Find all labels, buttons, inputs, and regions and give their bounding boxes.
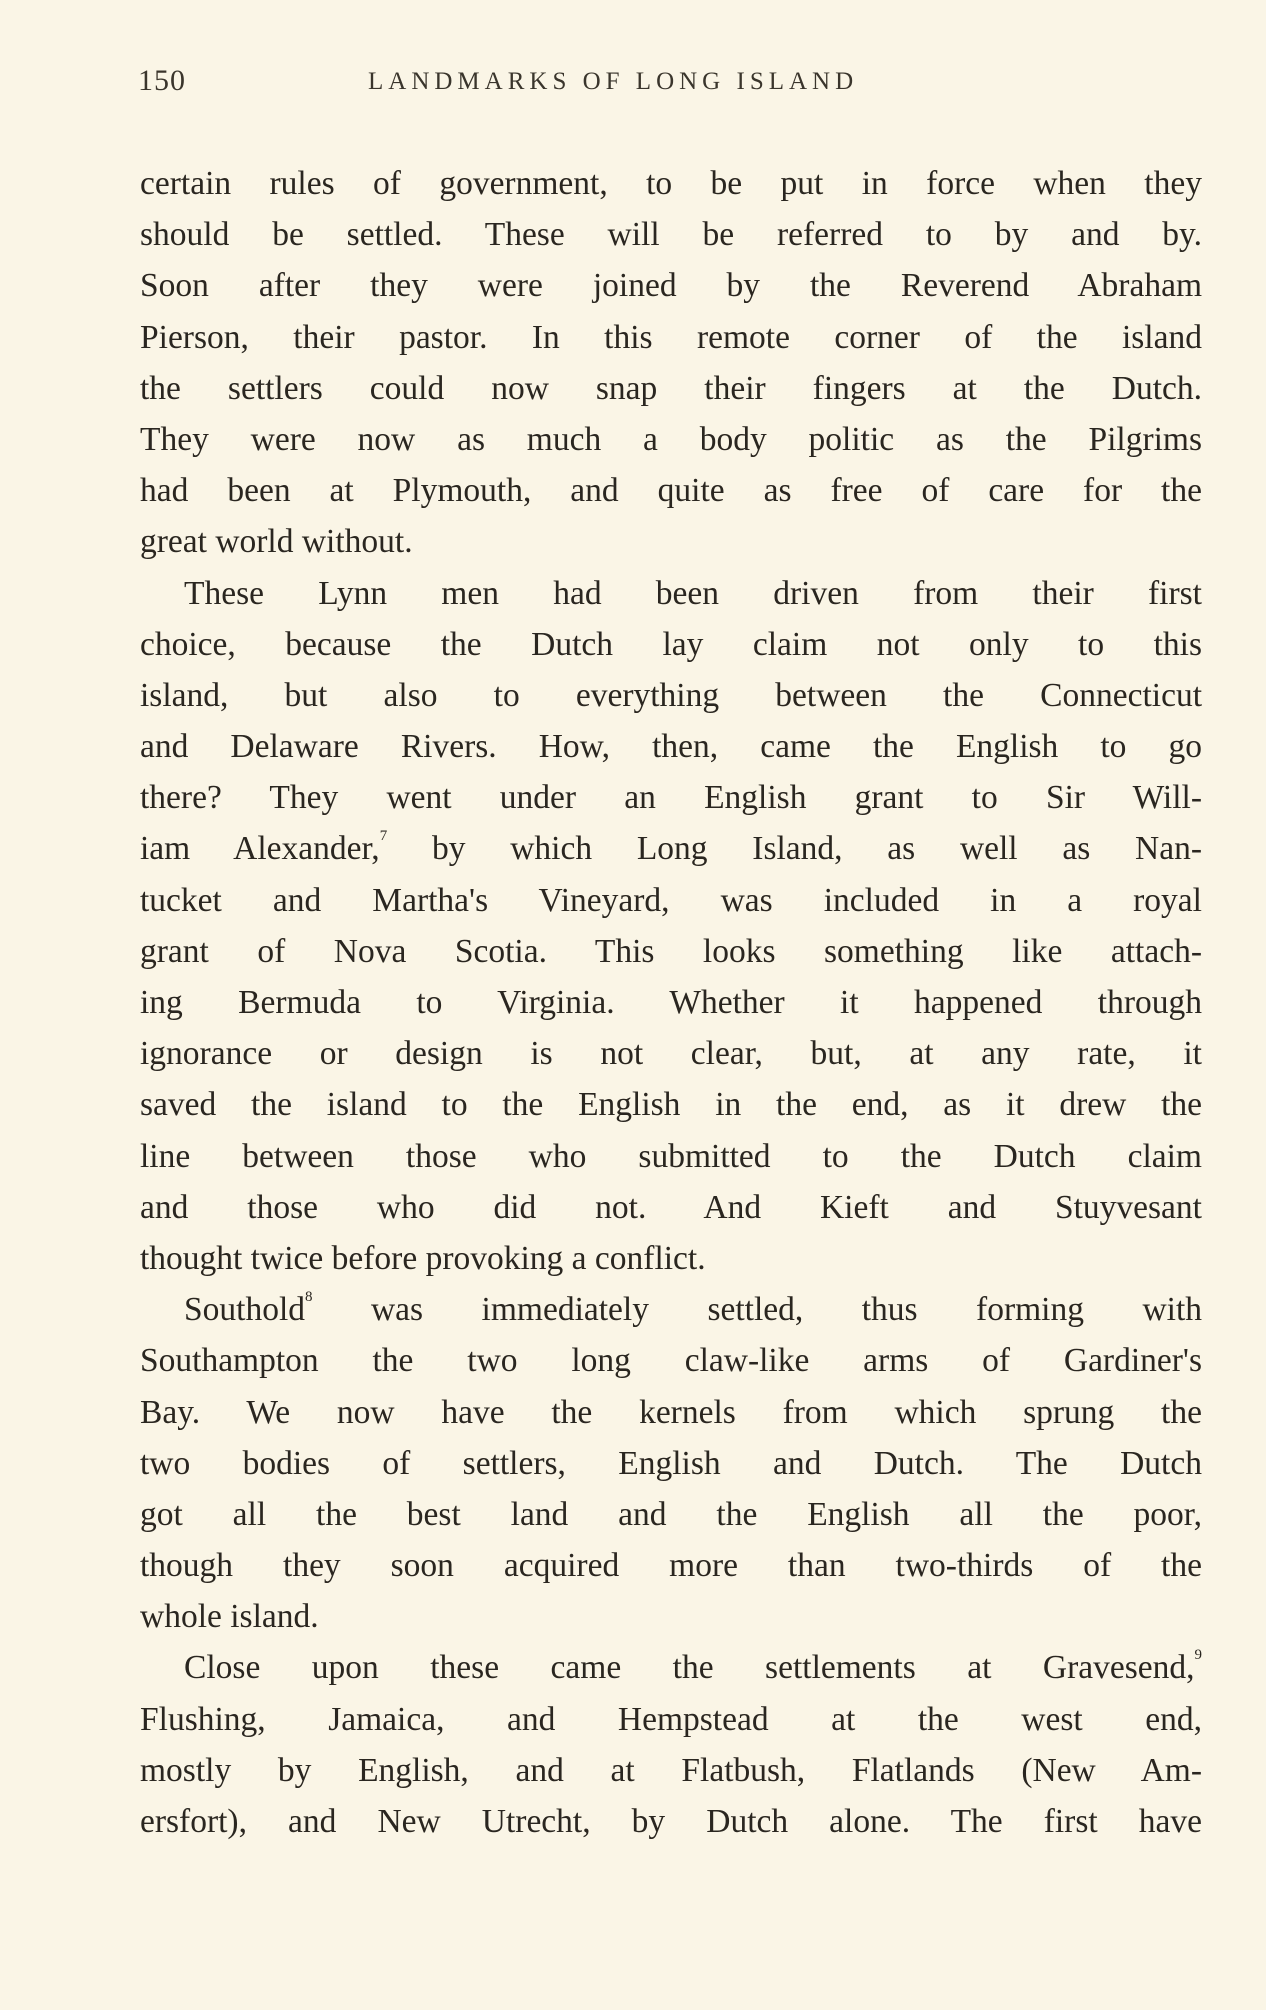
page-number: 150 bbox=[138, 64, 186, 97]
text-line: though they soon acquired more than two-thirds of the bbox=[140, 1547, 1202, 1585]
text-line: Soon after they were joined by the Reverend Abraham bbox=[140, 267, 1202, 305]
text-line: choice, because the Dutch lay claim not only to this bbox=[140, 625, 1202, 663]
body-text bbox=[140, 158, 1202, 1847]
footnote-marker: 9 bbox=[1194, 1647, 1202, 1664]
running-head bbox=[138, 64, 1200, 104]
text-line: Bay. We now have the kernels from which sprung the bbox=[140, 1393, 1202, 1431]
line-segment: was immediately settled, thus forming with bbox=[312, 1291, 1202, 1329]
line-segment: Southold bbox=[184, 1291, 305, 1329]
paragraph-first-line: These Lynn men had been driven from their first bbox=[184, 574, 1202, 612]
text-line: great world without. bbox=[140, 523, 413, 561]
text-line: Southampton the two long claw-like arms of Gardiner's bbox=[140, 1342, 1202, 1380]
text-line: line between those who submitted to the Dutch claim bbox=[140, 1137, 1202, 1175]
line-segment: by which Long Island, as well as Nan- bbox=[387, 830, 1202, 868]
line-segment: Close upon these came the settlements at Gravesend, bbox=[184, 1649, 1195, 1687]
footnote-marker: 8 bbox=[305, 1289, 313, 1306]
text-line: saved the island to the English in the end, as it drew the bbox=[140, 1086, 1202, 1124]
text-line: ing Bermuda to Virginia. Whether it happened through bbox=[140, 984, 1202, 1021]
line-segment: iam Alexander, bbox=[140, 830, 380, 868]
text-line: grant of Nova Scotia. This looks something like attach- bbox=[140, 932, 1202, 970]
text-line: whole island. bbox=[140, 1598, 319, 1636]
text-line: certain rules of government, to be put in force when they bbox=[140, 165, 1202, 202]
footnote-marker: 7 bbox=[379, 828, 388, 845]
text-line: Pierson, their pastor. In this remote corner of the island bbox=[140, 318, 1202, 356]
text-line: and Delaware Rivers. How, then, came the English to go bbox=[140, 728, 1202, 766]
text-line bbox=[140, 823, 1202, 874]
text-line: ersfort), and New Utrecht, by Dutch alone. The first have bbox=[140, 1803, 1202, 1840]
text-line: thought twice before provoking a conflict. bbox=[140, 1239, 706, 1277]
text-line: Flushing, Jamaica, and Hempstead at the west end, bbox=[140, 1700, 1202, 1738]
running-title: LANDMARKS OF LONG ISLAND bbox=[368, 68, 859, 95]
text-line: got all the best land and the English all the poor, bbox=[140, 1495, 1202, 1533]
text-line: and those who did not. And Kieft and Stuyvesant bbox=[140, 1188, 1202, 1226]
paragraph-first-line bbox=[140, 1284, 1202, 1335]
text-line: mostly by English, and at Flatbush, Flatlands (New Am- bbox=[140, 1751, 1202, 1789]
text-line: ignorance or design is not clear, but, at any rate, it bbox=[140, 1035, 1202, 1073]
text-line: should be settled. These will be referred to by and by. bbox=[140, 216, 1202, 254]
text-line: had been at Plymouth, and quite as free of care for the bbox=[140, 472, 1202, 510]
paragraph-first-line bbox=[140, 1642, 1202, 1693]
text-line: there? They went under an English grant to Sir Will- bbox=[140, 779, 1202, 817]
text-line: island, but also to everything between the Connecticut bbox=[140, 676, 1202, 714]
text-line: the settlers could now snap their fingers at the Dutch. bbox=[140, 369, 1202, 407]
text-line: They were now as much a body politic as the Pilgrims bbox=[140, 420, 1202, 458]
text-line: two bodies of settlers, English and Dutch. The Dutch bbox=[140, 1444, 1202, 1482]
text-line: tucket and Martha's Vineyard, was included in a royal bbox=[140, 881, 1202, 919]
